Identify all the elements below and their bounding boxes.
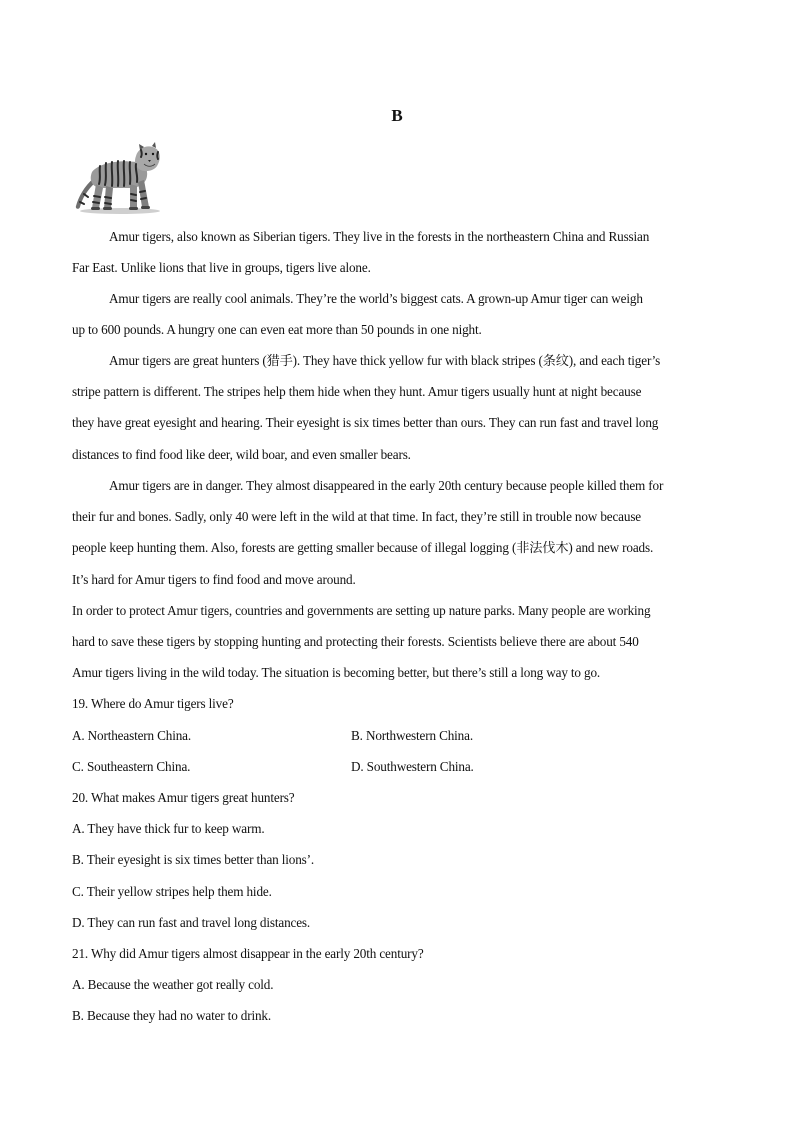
passage-line: Amur tigers living in the wild today. The situation is becoming better, but there’s still a long way to go. (72, 665, 601, 680)
question-21-stem: 21. Why did Amur tigers almost disappear in the early 20th century? (72, 946, 424, 961)
passage-line: they have great eyesight and hearing. Their eyesight is six times better than ours. They can run fast and travel long (72, 415, 659, 430)
passage-line: stripe pattern is different. The stripes help them hide when they hunt. Amur tigers usually hunt at night because (72, 384, 642, 399)
section-heading: B (391, 106, 403, 125)
question-20-stem: 20. What makes Amur tigers great hunters? (72, 790, 295, 805)
passage-line: hard to save these tigers by stopping hunting and protecting their forests. Scientists believe there are about 540 (72, 634, 639, 649)
passage-line: In order to protect Amur tigers, countries and governments are setting up nature parks. Many people are working (72, 603, 651, 618)
question-19-option-d: D. Southwestern China. (351, 759, 474, 774)
passage-line: distances to find food like deer, wild boar, and even smaller bears. (72, 447, 411, 462)
passage-line: Amur tigers, also known as Siberian tigers. They live in the forests in the northeastern China and Russian (109, 229, 650, 244)
question-20-option-d: D. They can run fast and travel long distances. (72, 915, 311, 930)
question-20-option-c: C. Their yellow stripes help them hide. (72, 884, 272, 899)
passage-line: people keep hunting them. Also, forests are getting smaller because of illegal logging (非法伐木) and new roads. (72, 540, 654, 555)
question-20-option-b: B. Their eyesight is six times better than lions’. (72, 852, 315, 867)
question-19-option-b: B. Northwestern China. (351, 728, 473, 743)
tiger-illustration (72, 142, 164, 216)
question-19-option-a: A. Northeastern China. (72, 728, 192, 743)
question-19-option-c: C. Southeastern China. (72, 759, 191, 774)
passage-line: Amur tigers are in danger. They almost disappeared in the early 20th century because people killed them for (109, 478, 664, 493)
passage-line: their fur and bones. Sadly, only 40 were left in the wild at that time. In fact, they’re still in trouble now because (72, 509, 642, 524)
passage-line: Far East. Unlike lions that live in groups, tigers live alone. (72, 260, 371, 275)
question-21-option-a: A. Because the weather got really cold. (72, 977, 274, 992)
question-20-option-a: A. They have thick fur to keep warm. (72, 821, 265, 836)
question-21-option-b: B. Because they had no water to drink. (72, 1008, 272, 1023)
question-19-stem: 19. Where do Amur tigers live? (72, 696, 234, 711)
passage-line: up to 600 pounds. A hungry one can even eat more than 50 pounds in one night. (72, 322, 482, 337)
passage-line: It’s hard for Amur tigers to find food and move around. (72, 572, 356, 587)
passage-line: Amur tigers are great hunters (猎手). They have thick yellow fur with black stripes (条纹), and each tiger’s (109, 353, 661, 368)
passage-line: Amur tigers are really cool animals. They’re the world’s biggest cats. A grown-up Amur tiger can weigh (109, 291, 643, 306)
